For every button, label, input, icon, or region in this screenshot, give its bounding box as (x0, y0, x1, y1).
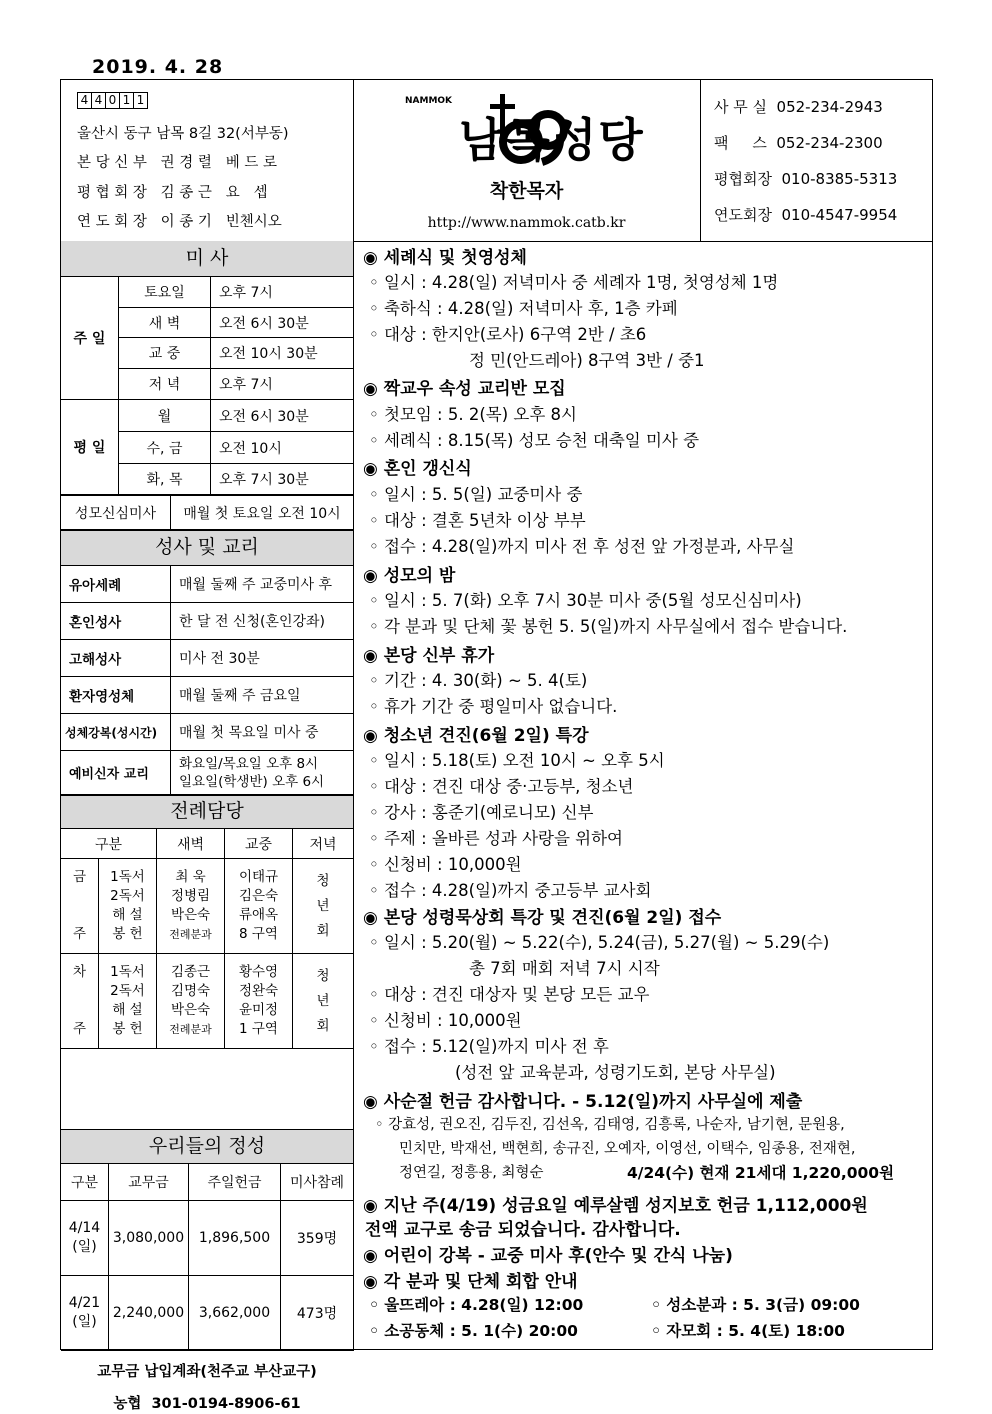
notice-line: ◦ 접수 : 4.28(일)까지 중고등부 교사회 (369, 881, 652, 900)
sacrament-name: 예비신자 교리 (61, 751, 171, 795)
liturgy-header: 저녁 (293, 829, 353, 859)
notice-heading: ◉ 청소년 견진(6월 2일) 특강 (363, 726, 589, 746)
liturgy-dawn-person: 정병림 (170, 888, 211, 904)
notice-heading: 전액 교구로 송금 되었습니다. 감사합니다. (365, 1220, 681, 1240)
offering-value: 3,080,000 (109, 1201, 189, 1276)
mass-time: 오전 6시 30분 (211, 400, 353, 432)
sacrament-name: 성체강복(성시간) (61, 714, 171, 751)
notice-heading: ◉ 혼인 갱신식 (363, 459, 472, 479)
mass-time: 오후 7시 30분 (211, 464, 353, 495)
liturgy-main (225, 954, 293, 1049)
offering-value: 3,662,000 (189, 1276, 281, 1351)
notice-heading: ◉ 세례식 및 첫영성체 (363, 248, 527, 268)
notice-line: ◦ 신청비 : 10,000원 (369, 1011, 522, 1030)
notice-line: ◦ 일시 : 5. 5(일) 교중미사 중 (369, 485, 583, 504)
liturgy-dawn-person: 박은숙 (170, 1002, 211, 1018)
offering-date-weekday: (일) (72, 1239, 97, 1255)
mass-time: 오후 7시 (211, 277, 353, 308)
liturgy-main-person: 황수영 (238, 964, 279, 980)
mass-day: 교 중 (119, 338, 211, 369)
motto: 착한목자 (489, 180, 564, 202)
sacrament-name: 환자영성체 (61, 677, 171, 714)
liturgy-week (61, 859, 99, 954)
notice-line: ◦ 일시 : 5. 7(화) 오후 7시 30분 미사 중(5월 성모신심미사) (369, 591, 802, 610)
notice-line: ◦ 강사 : 홍준기(예로니모) 신부 (369, 803, 594, 822)
sacrament-detail: 화요일/목요일 오후 8시 일요일(학생반) 오후 6시 (171, 751, 353, 795)
liturgy-main-person: 이태규 (238, 869, 279, 885)
notice-line: ◦ 접수 : 4.28(일)까지 미사 전 후 성전 앞 가정분과, 사무실 (369, 537, 795, 556)
liturgy-role: 1독서 (110, 964, 145, 980)
liturgy-header: 구분 (61, 829, 157, 859)
contact-info (700, 80, 934, 241)
liturgy-header: 새벽 (157, 829, 225, 859)
liturgy-evening (293, 859, 353, 954)
offering-value: 473명 (281, 1276, 353, 1351)
sunday-label: 주 일 (61, 277, 119, 400)
mass-time: 오후 7시 (211, 369, 353, 400)
notices-column (353, 241, 934, 1351)
mass-day: 수, 금 (119, 432, 211, 464)
liturgy-header: 교중 (225, 829, 293, 859)
left-column (61, 241, 353, 1412)
notice-line: ◦ 각 분과 및 단체 꽃 봉헌 5. 5(일)까지 사무실에서 접수 받습니다. (369, 617, 848, 636)
council-president: 평 협 회 장 김 종 근 요 셉 (77, 185, 268, 201)
liturgy-week (61, 954, 99, 1049)
zip-digit: 4 (77, 92, 92, 109)
sacraments-title: 성사 및 교리 (61, 530, 353, 566)
offering-value: 359명 (281, 1201, 353, 1276)
mass-day: 토요일 (119, 277, 211, 308)
liturgy-roles (99, 859, 157, 954)
mass-day: 월 (119, 400, 211, 432)
bulletin-frame (60, 79, 933, 1412)
liturgy-dawn (157, 954, 225, 1049)
sacrament-name: 혼인성사 (61, 603, 171, 640)
liturgy-dawn-person: 전례분과 (169, 928, 212, 941)
meeting-item: ◦ 울뜨레아 : 4.28(일) 12:00 (369, 1296, 584, 1314)
contact-fax: 팩 스 052-234-2300 (714, 134, 883, 152)
notice-heading: ◉ 짝교우 속성 교리반 모집 (363, 379, 566, 399)
liturgy-role: 2독서 (110, 888, 145, 904)
liturgy-role: 해 설 (112, 1002, 143, 1018)
zip-digit: 4 (91, 92, 106, 109)
notice-line: ◦ 주제 : 올바른 성과 사랑을 위하여 (369, 829, 623, 848)
lent-total: 4/24(수) 현재 21세대 1,220,000원 (627, 1164, 895, 1182)
heart-mass-time: 매월 첫 토요일 오전 10시 (171, 495, 353, 530)
meeting-item: ◦ 성소분과 : 5. 3(금) 09:00 (651, 1296, 860, 1314)
zip-code (77, 92, 147, 109)
account-number: 농협 301-0194-8906-61 (113, 1396, 301, 1412)
notice-line: ◦ 대상 : 견진 대상 중·고등부, 청소년 (369, 777, 634, 796)
notice-line: ◦ 일시 : 4.28(일) 저녁미사 중 세례자 1명, 첫영성체 1명 (369, 273, 779, 292)
notice-line: ◦ 대상 : 결혼 5년차 이상 부부 (369, 511, 586, 530)
address: 울산시 동구 남목 8길 32(서부동) (77, 126, 289, 142)
liturgy-main-person: 김은숙 (238, 888, 279, 904)
sacrament-detail: 매월 둘째 주 금요일 (171, 677, 353, 714)
liturgy-main-person: 1 구역 (239, 1021, 278, 1037)
liturgy-evening-group: 년 (316, 992, 330, 1009)
notice-line: ◦ 신청비 : 10,000원 (369, 855, 522, 874)
notice-line: ◦ 대상 : 한지안(로사) 6구역 2반 / 초6 (369, 325, 647, 344)
mass-time: 오전 6시 30분 (211, 308, 353, 338)
zip-digit: 1 (133, 92, 148, 109)
liturgy-week-label: 차 (72, 964, 87, 980)
liturgy-role: 봉 헌 (112, 1021, 143, 1037)
liturgy-evening-group: 회 (316, 922, 330, 939)
contact-council: 평협회장 010-8385-5313 (714, 170, 898, 188)
notice-line: ◦ 축하식 : 4.28(일) 저녁미사 후, 1층 카페 (369, 299, 678, 318)
notice-heading: ◉ 각 분과 및 단체 회합 안내 (363, 1272, 578, 1292)
notice-line: (성전 앞 교육분과, 성령기도회, 본당 사무실) (455, 1063, 776, 1082)
parish-info (61, 80, 353, 241)
heart-mass-label: 성모신심미사 (61, 495, 171, 530)
offering-header: 구분 (61, 1164, 109, 1201)
liturgy-main-person: 8 구역 (239, 926, 278, 942)
liturgy-dawn (157, 859, 225, 954)
donor-names: 민치만, 박재선, 백현희, 송규진, 오예자, 이영선, 이택수, 임종용, 전재현, (399, 1141, 856, 1157)
liturgy-evening-group: 청 (316, 967, 330, 984)
sacrament-detail: 매월 둘째 주 교중미사 후 (171, 566, 353, 603)
liturgy-evening (293, 954, 353, 1049)
mass-title: 미 사 (61, 241, 353, 277)
liturgy-dawn-person: 김명숙 (170, 983, 211, 999)
liturgy-roles (99, 954, 157, 1049)
offering-header: 교무금 (109, 1164, 189, 1201)
liturgy-role: 해 설 (112, 907, 143, 923)
offerings-title: 우리들의 정성 (61, 1129, 353, 1164)
sacrament-detail: 한 달 전 신청(혼인강좌) (171, 603, 353, 640)
liturgy-week-label: 금 (72, 869, 87, 885)
logo-small-text: NAMMOK (405, 96, 453, 106)
notice-heading: ◉ 사순절 헌금 감사합니다. - 5.12(일)까지 사무실에 제출 (363, 1092, 803, 1112)
parish-logo-block (353, 80, 700, 241)
offering-header: 주일헌금 (189, 1164, 281, 1201)
notice-line: 정 민(안드레아) 8구역 3반 / 중1 (469, 351, 705, 370)
liturgy-evening-group: 회 (316, 1017, 330, 1034)
notice-heading: ◉ 성모의 밤 (363, 566, 456, 586)
liturgy-week-label: 주 (72, 1021, 87, 1037)
liturgy-evening-group: 년 (316, 897, 330, 914)
sacrament-name: 유아세례 (61, 566, 171, 603)
parish-name: 남목성당 (459, 113, 645, 167)
contact-office: 사 무 실 052-234-2943 (714, 98, 883, 116)
mass-day: 저 녁 (119, 369, 211, 400)
liturgy-dawn-person: 최 욱 (175, 869, 206, 885)
notice-heading: ◉ 지난 주(4/19) 성금요일 예루살렘 성지보호 헌금 1,112,000원 (363, 1196, 868, 1216)
meeting-item: ◦ 소공동체 : 5. 1(수) 20:00 (369, 1322, 578, 1340)
notice-line: ◦ 세례식 : 8.15(목) 성모 승천 대축일 미사 중 (369, 431, 700, 450)
donor-names: ◦ 강효성, 권오진, 김두진, 김선옥, 김태영, 김흥록, 나순자, 남기현, 문원용, (375, 1117, 845, 1133)
donor-names: 정연길, 정흥용, 최형순 (399, 1165, 544, 1181)
notice-line: 총 7회 매회 저녁 7시 시작 (469, 959, 660, 978)
contact-legion: 연도회장 010-4547-9954 (714, 206, 898, 224)
offering-date-weekday: (일) (72, 1314, 97, 1330)
bulletin-date: 2019. 4. 28 (92, 56, 224, 78)
mass-time: 오전 10시 30분 (211, 338, 353, 369)
notice-line: ◦ 기간 : 4. 30(화) ~ 5. 4(토) (369, 671, 588, 690)
notice-heading: ◉ 본당 성령묵상회 특강 및 견진(6월 2일) 접수 (363, 908, 722, 928)
sacrament-name: 고해성사 (61, 640, 171, 677)
liturgy-role: 2독서 (110, 983, 145, 999)
parish-logo (371, 90, 691, 170)
liturgy-title: 전례담당 (61, 795, 353, 829)
account-title: 교무금 납입계좌(천주교 부산교구) (97, 1364, 317, 1380)
liturgy-evening-group: 청 (316, 872, 330, 889)
offering-date-day: 4/21 (68, 1295, 101, 1311)
notice-heading: ◉ 본당 신부 휴가 (363, 646, 495, 666)
legion-president: 연 도 회 장 이 종 기 빈첸시오 (77, 214, 282, 230)
liturgy-main (225, 859, 293, 954)
notice-line: ◦ 일시 : 5.18(토) 오전 10시 ~ 오후 5시 (369, 751, 665, 770)
notice-line: ◦ 일시 : 5.20(월) ~ 5.22(수), 5.24(금), 5.27(월) ~ 5.29(수) (369, 933, 830, 952)
notice-line: ◦ 대상 : 견진 대상자 및 본당 모든 교우 (369, 985, 650, 1004)
zip-digit: 1 (119, 92, 134, 109)
liturgy-main-person: 윤미정 (238, 1002, 279, 1018)
liturgy-dawn-person: 김종근 (170, 964, 211, 980)
liturgy-dawn-person: 전례분과 (169, 1023, 212, 1036)
sacrament-detail: 매월 첫 목요일 미사 중 (171, 714, 353, 751)
notice-line: ◦ 휴가 기간 중 평일미사 없습니다. (369, 697, 618, 716)
offering-date (61, 1201, 109, 1276)
liturgy-main-person: 정완숙 (238, 983, 279, 999)
sacrament-detail: 미사 전 30분 (171, 640, 353, 677)
meeting-item: ◦ 자모회 : 5. 4(토) 18:00 (651, 1322, 845, 1340)
pastor: 본 당 신 부 권 경 렬 베 드 로 (77, 155, 277, 171)
mass-day: 새 벽 (119, 308, 211, 338)
offering-date (61, 1276, 109, 1351)
liturgy-main-person: 류애옥 (238, 907, 279, 923)
mass-time: 오전 10시 (211, 432, 353, 464)
mass-day: 화, 목 (119, 464, 211, 495)
offering-header: 미사참례 (281, 1164, 353, 1201)
liturgy-week-label: 주 (72, 926, 87, 942)
weekday-label: 평 일 (61, 400, 119, 495)
offering-value: 2,240,000 (109, 1276, 189, 1351)
notice-line: ◦ 접수 : 5.12(일)까지 미사 전 후 (369, 1037, 609, 1056)
parish-url[interactable]: http://www.nammok.catb.kr (427, 215, 626, 231)
liturgy-role: 봉 헌 (112, 926, 143, 942)
offering-value: 1,896,500 (189, 1201, 281, 1276)
notice-line: ◦ 첫모임 : 5. 2(목) 오후 8시 (369, 405, 577, 424)
liturgy-role: 1독서 (110, 869, 145, 885)
offering-date-day: 4/14 (68, 1220, 101, 1236)
notice-heading: ◉ 어린이 강복 - 교중 미사 후(안수 및 간식 나눔) (363, 1246, 733, 1266)
liturgy-dawn-person: 박은숙 (170, 907, 211, 923)
zip-digit: 0 (105, 92, 120, 109)
